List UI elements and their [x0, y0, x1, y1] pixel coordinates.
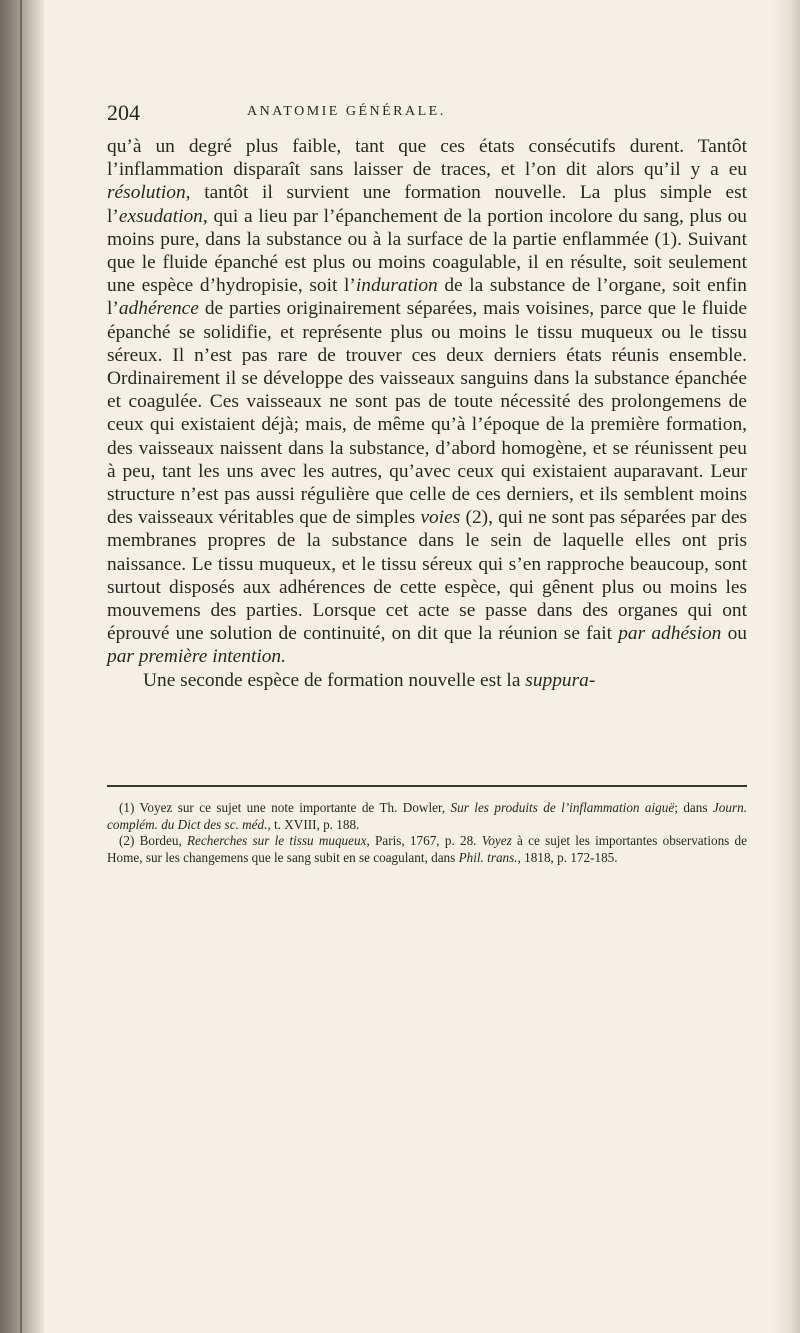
text-segment: à ce sujet les importantes observations de Home, sur les changemens que le sang subit en se coagulant, dans	[107, 833, 748, 865]
term-premiere-intention: par première intention.	[107, 646, 286, 668]
citation-title: Sur les produits de l’inflammation aiguë	[450, 800, 675, 815]
text-segment: de parties originairement séparées, mais voisines, parce que le fluide épanché se solidifie, et représente plus ou moins le tissu muqueux ou le tissu séreux. Il n’est pas rare de trouver ces deux derniers états réunis ensemble. Ordinairement il se développe des vaisseaux sanguins dans la substance épanchée et coagulée. Ces vaisseaux ne sont pas de toute nécessité des prolongemens de ceux qui existaient déjà; mais, de même qu’à l’époque de la première formation, des vaisseaux naissent dans la substance, d’abord homogène, et se réunissent peu à peu, tant les uns avec les autres, qu’avec ceux qui existaient auparavant. Leur structure n’est pas aussi régulière que celle de ces derniers, et ils semblent moins des vaisseaux véritables que de simples	[107, 298, 747, 529]
text-segment: de la substance de l’organe, soit enfin l’	[107, 275, 748, 320]
running-head-title: ANATOMIE GÉNÉRALE.	[247, 104, 446, 119]
main-text	[107, 135, 747, 692]
term-voies: voies	[420, 507, 461, 529]
text-segment: , Paris, 1767, p. 28.	[366, 833, 482, 848]
paragraph-2	[107, 669, 747, 692]
term-resolution: résolution	[107, 182, 186, 204]
text-segment: , tantôt il survient une formation nouvelle. La plus simple est l’	[107, 182, 747, 227]
paragraph-1	[107, 135, 747, 669]
text-segment: ; dans	[674, 800, 713, 815]
term-par-adhesion: par adhésion	[618, 623, 722, 645]
footnote-1	[107, 800, 747, 833]
text-segment: (2), qui ne sont pas séparées par des membranes propres de la substance dans le sein de laquelle elles ont pris naissance. Le tissu muqueux, et le tissu séreux qui s’en rapproche beaucoup, sont surtout disposés aux adhérences de cette espèce, qui gênent plus ou moins les mouvemens des parties. Lorsque cet acte se passe dans des organes qui ont éprouvé une solution de continuité, on dit que la réunion se fait	[107, 507, 747, 645]
running-head	[107, 100, 667, 130]
page-edge	[772, 0, 800, 1333]
term-induration: induration	[355, 275, 438, 297]
text-segment: qu’à un degré plus faible, tant que ces états consécutifs durent. Tantôt l’inflammation disparaît sans laisser de traces, et l’on dit alors qu’il y a eu	[107, 136, 747, 181]
text-segment: , t. XVIII, p. 188.	[267, 816, 360, 832]
term-exsudation: exsudation	[118, 205, 203, 227]
text-segment: ou	[721, 623, 747, 645]
footnote-2	[107, 833, 747, 866]
book-binding-shadow	[0, 0, 44, 1333]
text-segment: , 1818, p. 172-185.	[517, 849, 618, 865]
text-segment: (1) Voyez sur ce sujet une note importante de Th. Dowler,	[119, 800, 451, 815]
citation-journal: Phil. trans.	[458, 849, 518, 865]
footnotes	[107, 800, 747, 866]
citation-voyez: Voyez	[481, 833, 512, 848]
term-suppuration: suppura-	[525, 669, 596, 691]
footnote-rule	[107, 785, 747, 787]
page-number: 204	[107, 100, 140, 125]
citation-journal: Journ. complém. du Dict des sc. méd.	[107, 800, 747, 832]
citation-title: Recherches sur le tissu muqueux	[187, 833, 367, 848]
text-segment: Une seconde espèce de formation nouvelle est la	[143, 669, 526, 691]
text-segment: (2) Bordeu,	[119, 833, 187, 848]
term-adherence: adhérence	[118, 298, 199, 320]
text-segment: , qui a lieu par l’épanchement de la portion incolore du sang, plus ou moins pure, dans la substance ou à la surface de la partie enflammée (1). Suivant que le fluide épanché est plus ou moins coagulable, il en résulte, soit seulement une espèce d’hydropisie, soit l’	[107, 205, 747, 297]
